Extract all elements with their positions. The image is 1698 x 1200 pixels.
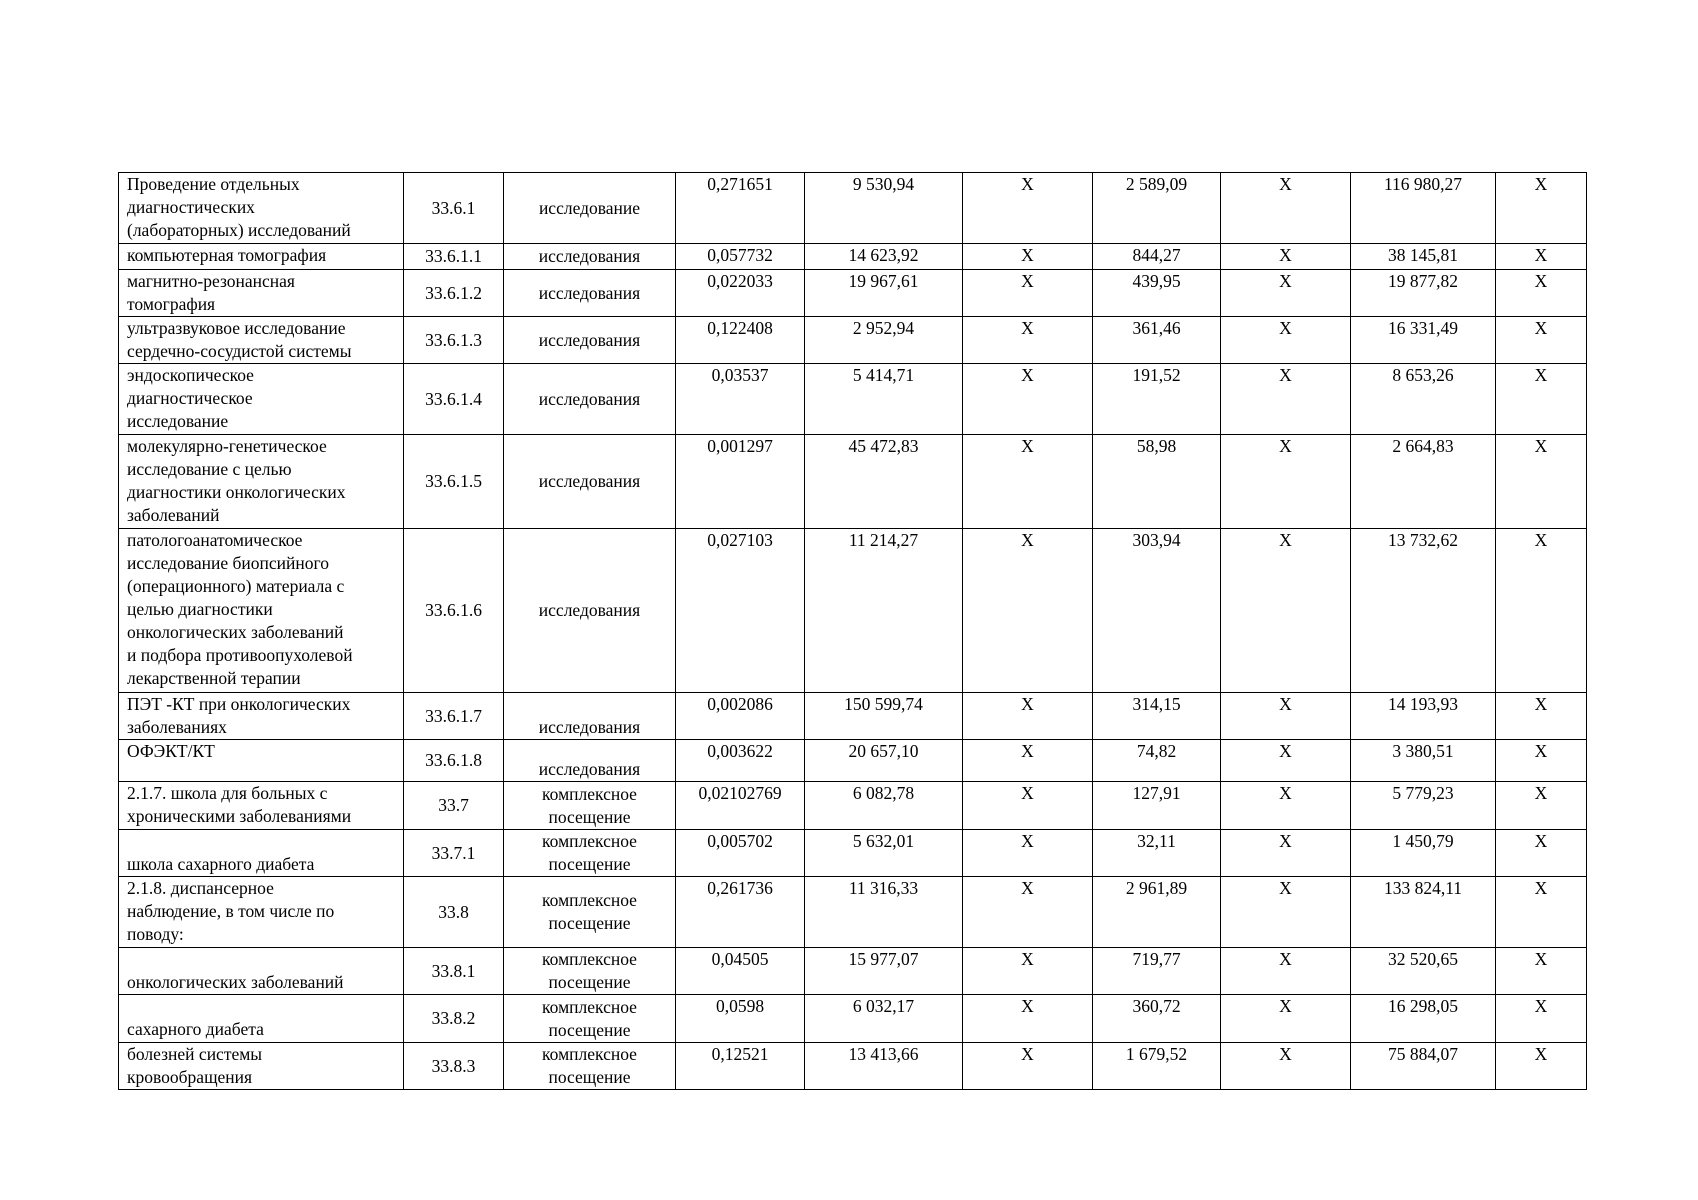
table-row — [119, 877, 1587, 948]
col-5-cell: Х — [1221, 529, 1351, 693]
unit-cell: исследования — [504, 364, 676, 435]
col-2-cell: 14 623,92 — [805, 244, 963, 270]
row-code-cell: 33.8.1 — [404, 948, 504, 995]
service-name-cell: компьютерная томография — [119, 244, 404, 270]
col-2-cell: 9 530,94 — [805, 173, 963, 244]
unit-cell: комплексное посещение — [504, 948, 676, 995]
unit-cell: исследование — [504, 173, 676, 244]
table-row — [119, 364, 1587, 435]
col-7-cell: Х — [1496, 830, 1587, 877]
col-2-cell: 5 632,01 — [805, 830, 963, 877]
service-name-cell: болезней системы кровообращения — [119, 1043, 404, 1090]
col-3-cell: Х — [963, 173, 1093, 244]
col-7-cell: Х — [1496, 948, 1587, 995]
col-5-cell: Х — [1221, 995, 1351, 1043]
row-code-cell: 33.8 — [404, 877, 504, 948]
col-2-cell: 150 599,74 — [805, 693, 963, 740]
col-5-cell: Х — [1221, 693, 1351, 740]
col-1-cell: 0,12521 — [676, 1043, 805, 1090]
col-1-cell: 0,02102769 — [676, 782, 805, 830]
col-1-cell: 0,04505 — [676, 948, 805, 995]
col-1-cell: 0,03537 — [676, 364, 805, 435]
service-name-cell: магнитно-резонансная томография — [119, 270, 404, 317]
col-7-cell: Х — [1496, 782, 1587, 830]
row-code-cell: 33.6.1.3 — [404, 317, 504, 364]
unit-cell: исследования — [504, 317, 676, 364]
col-6-cell: 75 884,07 — [1351, 1043, 1496, 1090]
col-1-cell: 0,003622 — [676, 740, 805, 782]
service-name-cell: 2.1.7. школа для больных с хроническими заболеваниями — [119, 782, 404, 830]
col-7-cell: Х — [1496, 173, 1587, 244]
col-6-cell: 133 824,11 — [1351, 877, 1496, 948]
col-2-cell: 5 414,71 — [805, 364, 963, 435]
table-row — [119, 830, 1587, 877]
col-4-cell: 360,72 — [1093, 995, 1221, 1043]
col-1-cell: 0,001297 — [676, 435, 805, 529]
col-1-cell: 0,0598 — [676, 995, 805, 1043]
col-3-cell: Х — [963, 740, 1093, 782]
col-4-cell: 127,91 — [1093, 782, 1221, 830]
service-name-cell: школа сахарного диабета — [119, 830, 404, 877]
row-code-cell: 33.6.1 — [404, 173, 504, 244]
col-5-cell: Х — [1221, 244, 1351, 270]
table-row — [119, 270, 1587, 317]
unit-cell: исследования — [504, 693, 676, 740]
col-6-cell: 3 380,51 — [1351, 740, 1496, 782]
col-7-cell: Х — [1496, 244, 1587, 270]
col-6-cell: 1 450,79 — [1351, 830, 1496, 877]
unit-cell: исследования — [504, 529, 676, 693]
col-5-cell: Х — [1221, 830, 1351, 877]
table-row — [119, 317, 1587, 364]
col-7-cell: Х — [1496, 270, 1587, 317]
col-2-cell: 15 977,07 — [805, 948, 963, 995]
unit-cell: исследования — [504, 244, 676, 270]
unit-cell: комплексное посещение — [504, 1043, 676, 1090]
col-6-cell: 5 779,23 — [1351, 782, 1496, 830]
col-1-cell: 0,005702 — [676, 830, 805, 877]
col-3-cell: Х — [963, 1043, 1093, 1090]
col-2-cell: 6 082,78 — [805, 782, 963, 830]
col-5-cell: Х — [1221, 740, 1351, 782]
col-1-cell: 0,122408 — [676, 317, 805, 364]
row-code-cell: 33.6.1.2 — [404, 270, 504, 317]
col-6-cell: 14 193,93 — [1351, 693, 1496, 740]
unit-cell: исследования — [504, 740, 676, 782]
row-code-cell: 33.6.1.8 — [404, 740, 504, 782]
unit-cell: комплексное посещение — [504, 830, 676, 877]
col-5-cell: Х — [1221, 948, 1351, 995]
col-3-cell: Х — [963, 317, 1093, 364]
unit-cell: комплексное посещение — [504, 782, 676, 830]
table-row — [119, 782, 1587, 830]
col-4-cell: 58,98 — [1093, 435, 1221, 529]
table-row — [119, 244, 1587, 270]
col-3-cell: Х — [963, 364, 1093, 435]
row-code-cell: 33.7 — [404, 782, 504, 830]
col-6-cell: 19 877,82 — [1351, 270, 1496, 317]
service-name-cell: онкологических заболеваний — [119, 948, 404, 995]
col-7-cell: Х — [1496, 740, 1587, 782]
col-7-cell: Х — [1496, 435, 1587, 529]
row-code-cell: 33.6.1.5 — [404, 435, 504, 529]
col-5-cell: Х — [1221, 435, 1351, 529]
col-1-cell: 0,261736 — [676, 877, 805, 948]
col-1-cell: 0,022033 — [676, 270, 805, 317]
col-4-cell: 361,46 — [1093, 317, 1221, 364]
table-row — [119, 529, 1587, 693]
table-row — [119, 740, 1587, 782]
col-7-cell: Х — [1496, 995, 1587, 1043]
col-3-cell: Х — [963, 529, 1093, 693]
col-5-cell: Х — [1221, 317, 1351, 364]
col-6-cell: 116 980,27 — [1351, 173, 1496, 244]
unit-cell: комплексное посещение — [504, 877, 676, 948]
table-row — [119, 693, 1587, 740]
col-7-cell: Х — [1496, 693, 1587, 740]
col-6-cell: 16 298,05 — [1351, 995, 1496, 1043]
col-6-cell: 32 520,65 — [1351, 948, 1496, 995]
service-name-cell: 2.1.8. диспансерное наблюдение, в том числе по поводу: — [119, 877, 404, 948]
row-code-cell: 33.6.1.1 — [404, 244, 504, 270]
col-6-cell: 38 145,81 — [1351, 244, 1496, 270]
col-3-cell: Х — [963, 877, 1093, 948]
col-6-cell: 13 732,62 — [1351, 529, 1496, 693]
col-3-cell: Х — [963, 830, 1093, 877]
col-3-cell: Х — [963, 782, 1093, 830]
col-2-cell: 11 316,33 — [805, 877, 963, 948]
col-3-cell: Х — [963, 948, 1093, 995]
service-name-cell: ультразвуковое исследование сердечно-сосудистой системы — [119, 317, 404, 364]
service-name-cell: эндоскопическое диагностическое исследование — [119, 364, 404, 435]
col-1-cell: 0,027103 — [676, 529, 805, 693]
col-2-cell: 11 214,27 — [805, 529, 963, 693]
service-name-cell: ОФЭКТ/КТ — [119, 740, 404, 782]
col-7-cell: Х — [1496, 877, 1587, 948]
services-table — [118, 172, 1587, 1090]
service-name-cell: сахарного диабета — [119, 995, 404, 1043]
col-4-cell: 1 679,52 — [1093, 1043, 1221, 1090]
unit-cell: исследования — [504, 270, 676, 317]
col-7-cell: Х — [1496, 529, 1587, 693]
table-row — [119, 435, 1587, 529]
col-6-cell: 16 331,49 — [1351, 317, 1496, 364]
row-code-cell: 33.8.3 — [404, 1043, 504, 1090]
row-code-cell: 33.8.2 — [404, 995, 504, 1043]
col-4-cell: 74,82 — [1093, 740, 1221, 782]
table-row — [119, 995, 1587, 1043]
service-name-cell: ПЭТ -КТ при онкологических заболеваниях — [119, 693, 404, 740]
col-2-cell: 2 952,94 — [805, 317, 963, 364]
col-2-cell: 13 413,66 — [805, 1043, 963, 1090]
col-1-cell: 0,057732 — [676, 244, 805, 270]
col-5-cell: Х — [1221, 270, 1351, 317]
col-7-cell: Х — [1496, 317, 1587, 364]
col-6-cell: 2 664,83 — [1351, 435, 1496, 529]
col-5-cell: Х — [1221, 173, 1351, 244]
col-2-cell: 6 032,17 — [805, 995, 963, 1043]
col-2-cell: 19 967,61 — [805, 270, 963, 317]
col-3-cell: Х — [963, 693, 1093, 740]
unit-cell: комплексное посещение — [504, 995, 676, 1043]
col-3-cell: Х — [963, 270, 1093, 317]
unit-cell: исследования — [504, 435, 676, 529]
col-1-cell: 0,002086 — [676, 693, 805, 740]
col-5-cell: Х — [1221, 782, 1351, 830]
col-3-cell: Х — [963, 244, 1093, 270]
service-name-cell: патологоанатомическое исследование биопсийного (операционного) материала с целью диагностики онкологических заболеваний и подбора противоопухолевой лекарственной терапии — [119, 529, 404, 693]
col-4-cell: 2 961,89 — [1093, 877, 1221, 948]
table-body — [119, 173, 1587, 1090]
col-5-cell: Х — [1221, 364, 1351, 435]
row-code-cell: 33.6.1.7 — [404, 693, 504, 740]
col-4-cell: 2 589,09 — [1093, 173, 1221, 244]
table-row — [119, 173, 1587, 244]
row-code-cell: 33.6.1.6 — [404, 529, 504, 693]
row-code-cell: 33.6.1.4 — [404, 364, 504, 435]
col-5-cell: Х — [1221, 877, 1351, 948]
col-1-cell: 0,271651 — [676, 173, 805, 244]
col-4-cell: 191,52 — [1093, 364, 1221, 435]
col-6-cell: 8 653,26 — [1351, 364, 1496, 435]
col-3-cell: Х — [963, 435, 1093, 529]
service-name-cell: молекулярно-генетическое исследование с целью диагностики онкологических заболеваний — [119, 435, 404, 529]
row-code-cell: 33.7.1 — [404, 830, 504, 877]
table-row — [119, 1043, 1587, 1090]
col-4-cell: 719,77 — [1093, 948, 1221, 995]
col-4-cell: 32,11 — [1093, 830, 1221, 877]
col-4-cell: 844,27 — [1093, 244, 1221, 270]
col-4-cell: 314,15 — [1093, 693, 1221, 740]
col-4-cell: 303,94 — [1093, 529, 1221, 693]
col-2-cell: 20 657,10 — [805, 740, 963, 782]
service-name-cell: Проведение отдельных диагностических (лабораторных) исследований — [119, 173, 404, 244]
col-5-cell: Х — [1221, 1043, 1351, 1090]
col-7-cell: Х — [1496, 364, 1587, 435]
table-row — [119, 948, 1587, 995]
col-3-cell: Х — [963, 995, 1093, 1043]
col-7-cell: Х — [1496, 1043, 1587, 1090]
col-4-cell: 439,95 — [1093, 270, 1221, 317]
col-2-cell: 45 472,83 — [805, 435, 963, 529]
